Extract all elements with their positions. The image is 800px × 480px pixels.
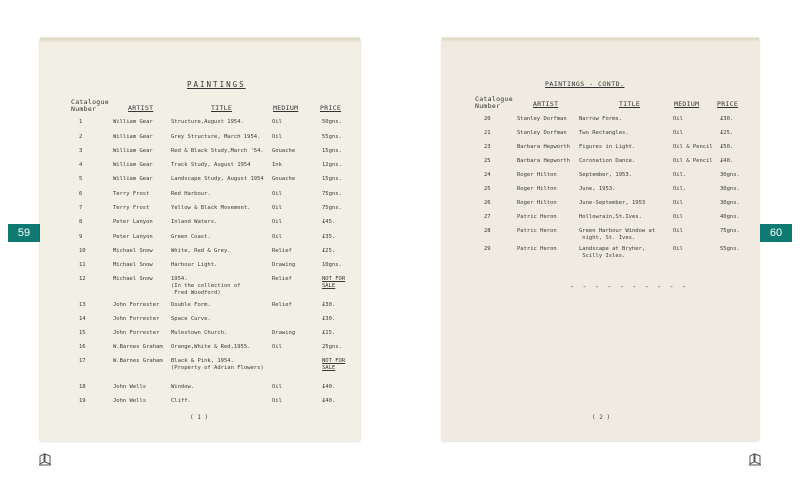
cell-num: 16 bbox=[79, 344, 86, 350]
cell-title: Harbour Light. bbox=[171, 262, 218, 268]
cell-price: £40. bbox=[322, 384, 336, 390]
cell-price: NOT FOR SALE bbox=[322, 276, 346, 289]
cell-artist: John Forrester bbox=[113, 316, 160, 322]
cell-num: 23 bbox=[484, 144, 491, 150]
cell-price: £25. bbox=[322, 248, 336, 254]
cell-price: 55gns. bbox=[322, 134, 342, 140]
cell-artist: William Gear bbox=[113, 134, 153, 140]
cell-title: Red Harbour. bbox=[171, 191, 211, 197]
cell-title: Landscape at Bryher, Scilly Isles. bbox=[579, 246, 646, 259]
cell-medium: Oil bbox=[673, 214, 683, 220]
cell-medium: Oil bbox=[272, 398, 282, 404]
cell-medium: Relief bbox=[272, 248, 292, 254]
cell-artist: Michael Snow bbox=[113, 248, 153, 254]
price-header: PRICE bbox=[717, 100, 739, 108]
page-title: PAINTINGS - CONTD. bbox=[545, 80, 625, 88]
cell-title: Window. bbox=[171, 384, 195, 390]
medium-header: MEDIUM bbox=[273, 104, 299, 112]
book-icon-right[interactable] bbox=[748, 452, 762, 466]
title-header: TITLE bbox=[211, 104, 233, 112]
book-icon-left[interactable] bbox=[38, 452, 52, 466]
cell-title: Two Rectangles. bbox=[579, 130, 629, 136]
cell-artist: Roger Hilton bbox=[517, 186, 557, 192]
page-footer: ( 2 ) bbox=[592, 414, 611, 421]
cell-price: £50. bbox=[720, 144, 734, 150]
cell-medium: Oil bbox=[272, 219, 282, 225]
cell-medium: Gouache bbox=[272, 148, 296, 154]
cell-artist: Roger Hilton bbox=[517, 200, 557, 206]
cell-price: 50gns. bbox=[322, 119, 342, 125]
cell-price: 30gns. bbox=[720, 200, 740, 206]
page-footer: ( 1 ) bbox=[190, 414, 209, 421]
page-title: PAINTINGS bbox=[187, 80, 246, 89]
cell-medium: Relief bbox=[272, 276, 292, 282]
cell-price: 75gns. bbox=[322, 191, 342, 197]
cell-num: 7 bbox=[79, 205, 83, 211]
cell-medium: Oil & Pencil bbox=[673, 144, 713, 150]
cell-price: £40. bbox=[322, 398, 336, 404]
cell-price: £15. bbox=[322, 330, 336, 336]
cell-num: 15 bbox=[79, 330, 86, 336]
cell-num: 25 bbox=[484, 158, 491, 164]
cell-artist: Patric Heron bbox=[517, 214, 557, 220]
cell-artist: Stanley Dorfman bbox=[517, 116, 567, 122]
cell-title: 1954. (In the collection of Fred Woodford) bbox=[171, 276, 241, 296]
cell-artist: Terry Frost bbox=[113, 191, 150, 197]
cell-medium: Oil bbox=[673, 116, 683, 122]
cell-num: 5 bbox=[79, 176, 83, 182]
cell-price: 12gns. bbox=[322, 162, 342, 168]
cell-title: Orange,White & Red,1955. bbox=[171, 344, 251, 350]
cell-title: Double Form. bbox=[171, 302, 211, 308]
cell-num: 28 bbox=[484, 228, 491, 234]
cell-title: Yellow & Black Movement. bbox=[171, 205, 251, 211]
cell-title: Red & Black Study,March '54. bbox=[171, 148, 264, 154]
cell-medium: Relief bbox=[272, 302, 292, 308]
cell-price: £30. bbox=[720, 116, 734, 122]
artist-header: ARTIST bbox=[128, 104, 154, 112]
cell-medium: Oil bbox=[673, 200, 683, 206]
cell-num: 11 bbox=[79, 262, 86, 268]
cell-artist: Patric Heron bbox=[517, 228, 557, 234]
artist-header: ARTIST bbox=[533, 100, 559, 108]
cell-num: 19 bbox=[79, 398, 86, 404]
cell-num: 18 bbox=[79, 384, 86, 390]
medium-header: MEDIUM bbox=[674, 100, 700, 108]
cell-artist: John Forrester bbox=[113, 330, 160, 336]
cell-title: Landscape Study, August 1954 bbox=[171, 176, 264, 182]
cell-price: 30gns. bbox=[720, 172, 740, 178]
cell-num: 8 bbox=[79, 219, 83, 225]
cell-artist: Terry Frost bbox=[113, 205, 150, 211]
cell-medium: Gouache bbox=[272, 176, 296, 182]
cell-title: Narrow Forms. bbox=[579, 116, 623, 122]
cell-medium: Oil bbox=[272, 384, 282, 390]
cell-artist: Barbara Hepworth bbox=[517, 158, 570, 164]
cell-num: 14 bbox=[79, 316, 86, 322]
cell-medium: Oil bbox=[272, 344, 282, 350]
cell-price: £30. bbox=[322, 316, 336, 322]
cell-price: 15gns. bbox=[322, 176, 342, 182]
right-document-page bbox=[442, 38, 759, 441]
cell-price: 75gns. bbox=[322, 205, 342, 211]
cell-medium: Oil & Pencil bbox=[673, 158, 713, 164]
cell-artist: Barbara Hepworth bbox=[517, 144, 570, 150]
left-document-page bbox=[40, 38, 360, 441]
cell-price: 30gns. bbox=[720, 186, 740, 192]
cell-title: Grey Structure, March 1954. bbox=[171, 134, 261, 140]
cell-artist: Stanley Dorfman bbox=[517, 130, 567, 136]
cell-medium: Oil bbox=[272, 205, 282, 211]
cell-artist: W.Barnes Graham bbox=[113, 358, 163, 364]
cell-num: 2 bbox=[79, 134, 83, 140]
cell-medium: Drawing bbox=[272, 262, 296, 268]
cell-title: June, 1953. bbox=[579, 186, 616, 192]
cell-artist: William Gear bbox=[113, 148, 153, 154]
catalogue-number-header: Catalogue Number bbox=[475, 95, 513, 110]
cell-medium: Oil. bbox=[673, 186, 687, 192]
cell-num: 27 bbox=[484, 214, 491, 220]
cell-artist: William Gear bbox=[113, 119, 153, 125]
cell-artist: Michael Snow bbox=[113, 276, 153, 282]
cell-num: 4 bbox=[79, 162, 83, 168]
cell-artist: John Forrester bbox=[113, 302, 160, 308]
separator-dashes: - - - - - - - - - - bbox=[570, 283, 689, 291]
cell-num: 21 bbox=[484, 130, 491, 136]
cell-title: Green Harbour Window at night, St. Ives. bbox=[579, 228, 656, 241]
cell-medium: Oil bbox=[272, 234, 282, 240]
cell-num: 20 bbox=[484, 116, 491, 122]
cell-artist: William Gear bbox=[113, 162, 153, 168]
cell-num: 9 bbox=[79, 234, 83, 240]
cell-title: Green Coast. bbox=[171, 234, 211, 240]
catalogue-number-header: Catalogue Number bbox=[71, 98, 109, 113]
cell-title: Black & Pink, 1954. (Property of Adrian Flowers) bbox=[171, 358, 264, 371]
cell-price: NOT FOR SALE bbox=[322, 358, 346, 371]
cell-medium: Drawing bbox=[272, 330, 296, 336]
page-number-tab-right: 60 bbox=[760, 224, 792, 242]
cell-medium: Oil. bbox=[673, 172, 687, 178]
cell-artist: Michael Snow bbox=[113, 262, 153, 268]
cell-num: 25 bbox=[484, 186, 491, 192]
cell-artist: Roger Hilton bbox=[517, 172, 557, 178]
cell-title: Mulestown Church. bbox=[171, 330, 228, 336]
cell-num: 10 bbox=[79, 248, 86, 254]
cell-title: Inland Waters. bbox=[171, 219, 218, 225]
cell-artist: William Gear bbox=[113, 176, 153, 182]
cell-price: 40gns. bbox=[720, 214, 740, 220]
title-header: TITLE bbox=[619, 100, 641, 108]
cell-num: 3 bbox=[79, 148, 83, 154]
cell-title: Coronation Dance. bbox=[579, 158, 636, 164]
cell-artist: Patric Heron bbox=[517, 246, 557, 252]
cell-medium: Ink bbox=[272, 162, 282, 168]
cell-medium: Oil bbox=[272, 134, 282, 140]
cell-num: 24 bbox=[484, 172, 491, 178]
cell-num: 6 bbox=[79, 191, 83, 197]
page-number-tab-left: 59 bbox=[8, 224, 40, 242]
cell-medium: Oil bbox=[673, 228, 683, 234]
cell-price: 15gns. bbox=[322, 148, 342, 154]
cell-medium: Oil bbox=[673, 130, 683, 136]
cell-artist: Peter Lanyon bbox=[113, 234, 153, 240]
cell-num: 29 bbox=[484, 246, 491, 252]
cell-title: Track Study, August 1954 bbox=[171, 162, 251, 168]
cell-price: £45. bbox=[322, 219, 336, 225]
cell-num: 17 bbox=[79, 358, 86, 364]
cell-num: 26 bbox=[484, 200, 491, 206]
cell-medium: Oil bbox=[673, 246, 683, 252]
cell-price: 10gns. bbox=[322, 262, 342, 268]
price-header: PRICE bbox=[320, 104, 342, 112]
cell-artist: W.Barnes Graham bbox=[113, 344, 163, 350]
cell-price: £30. bbox=[322, 302, 336, 308]
cell-price: 75gns. bbox=[720, 228, 740, 234]
cell-artist: John Wells bbox=[113, 398, 147, 404]
cell-title: Space Curve. bbox=[171, 316, 211, 322]
cell-title: White, Red & Grey. bbox=[171, 248, 231, 254]
cell-title: Cliff. bbox=[171, 398, 191, 404]
cell-artist: John Wells bbox=[113, 384, 147, 390]
cell-price: £35. bbox=[322, 234, 336, 240]
cell-num: 12 bbox=[79, 276, 86, 282]
cell-title: September, 1953. bbox=[579, 172, 632, 178]
cell-title: Structure,August 1954. bbox=[171, 119, 244, 125]
cell-medium: Oil bbox=[272, 191, 282, 197]
cell-num: 13 bbox=[79, 302, 86, 308]
cell-title: Hollowrain,St.Ives. bbox=[579, 214, 642, 220]
cell-price: £40. bbox=[720, 158, 734, 164]
cell-price: 55gns. bbox=[720, 246, 740, 252]
cell-title: June-September, 1953 bbox=[579, 200, 646, 206]
cell-price: 25gns. bbox=[322, 344, 342, 350]
cell-num: 1 bbox=[79, 119, 83, 125]
cell-price: £25. bbox=[720, 130, 734, 136]
cell-title: Figures in Light. bbox=[579, 144, 636, 150]
cell-artist: Peter Lanyon bbox=[113, 219, 153, 225]
cell-medium: Oil bbox=[272, 119, 282, 125]
